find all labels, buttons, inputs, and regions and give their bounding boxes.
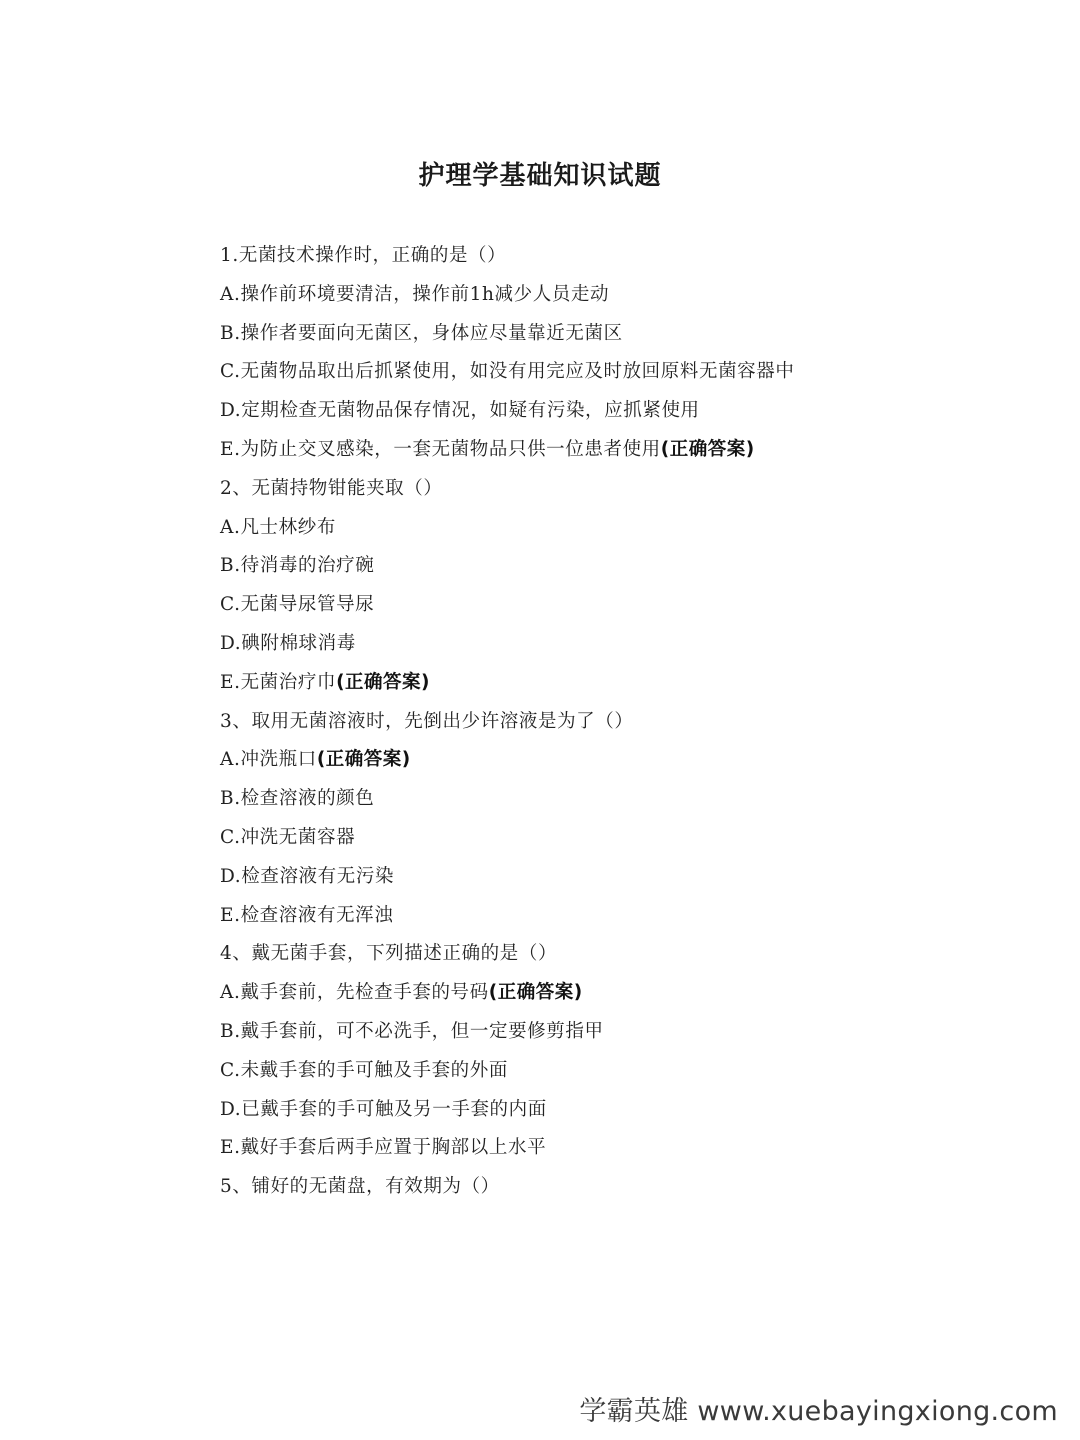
option-line (220, 1013, 1020, 1052)
option-text: D.检查溶液有无污染 (220, 865, 395, 887)
option-line (220, 315, 1020, 354)
option-line (220, 392, 1020, 431)
option-text: B.检查溶液的颜色 (220, 788, 375, 810)
option-line (220, 664, 1020, 703)
question-line (220, 703, 1020, 742)
option-text: E.为防止交叉感染，一套无菌物品只供一位患者使用 (220, 438, 661, 460)
question-text: 4、戴无菌手套，下列描述正确的是（） (220, 943, 558, 965)
option-line (220, 780, 1020, 819)
option-text: A.凡士林纱布 (220, 516, 336, 538)
question-text: 5、铺好的无菌盘，有效期为（） (220, 1176, 500, 1198)
option-text: D.已戴手套的手可触及另一手套的内面 (220, 1098, 547, 1120)
correct-answer-mark: (正确答案) (336, 671, 431, 693)
question-text: 3、取用无菌溶液时，先倒出少许溶液是为了（） (220, 710, 634, 732)
option-text: B.待消毒的治疗碗 (220, 555, 375, 577)
option-text: B.操作者要面向无菌区，身体应尽量靠近无菌区 (220, 322, 623, 344)
question-text: 2、无菌持物钳能夹取（） (220, 477, 443, 499)
option-text: E.检查溶液有无浑浊 (220, 904, 394, 926)
option-text: C.冲洗无菌容器 (220, 826, 356, 848)
question-line (220, 470, 1020, 509)
option-text: B.戴手套前，可不必洗手，但一定要修剪指甲 (220, 1020, 604, 1042)
option-line (220, 547, 1020, 586)
option-line (220, 858, 1020, 897)
site-watermark: 学霸英雄 www.xuebayingxiong.com (579, 1396, 1058, 1427)
option-line (220, 897, 1020, 936)
option-text: C.无菌物品取出后抓紧使用，如没有用完应及时放回原料无菌容器中 (220, 361, 795, 383)
option-line (220, 353, 1020, 392)
question-text: 1.无菌技术操作时，正确的是（） (220, 245, 507, 266)
option-line (220, 974, 1020, 1013)
option-text: C.无菌导尿管导尿 (220, 594, 375, 616)
option-text: E.戴好手套后两手应置于胸部以上水平 (220, 1137, 547, 1159)
option-text: A.冲洗瓶口 (220, 749, 317, 771)
option-line (220, 276, 1020, 315)
option-text: A.操作前环境要清洁，操作前1h减少人员走动 (220, 283, 610, 305)
option-text: D.碘附棉球消毒 (220, 632, 356, 654)
question-line (220, 935, 1020, 974)
option-text: A.戴手套前，先检查手套的号码 (220, 982, 489, 1004)
option-text: C.未戴手套的手可触及手套的外面 (220, 1059, 508, 1081)
option-line (220, 625, 1020, 664)
question-list (220, 237, 1020, 1207)
option-line (220, 819, 1020, 858)
page-title: 护理学基础知识试题 (418, 161, 662, 191)
option-line (220, 586, 1020, 625)
option-line (220, 509, 1020, 548)
option-line (220, 1091, 1020, 1130)
option-line (220, 1052, 1020, 1091)
correct-answer-mark: (正确答案) (316, 749, 411, 771)
question-line (220, 1168, 1020, 1207)
option-line (220, 431, 1020, 470)
question-line (220, 237, 1020, 276)
option-line (220, 1129, 1020, 1168)
correct-answer-mark: (正确答案) (660, 438, 755, 460)
option-text: E.无菌治疗巾 (220, 671, 337, 693)
option-line (220, 741, 1020, 780)
option-text: D.定期检查无菌物品保存情况，如疑有污染，应抓紧使用 (220, 400, 700, 422)
correct-answer-mark: (正确答案) (488, 982, 583, 1004)
